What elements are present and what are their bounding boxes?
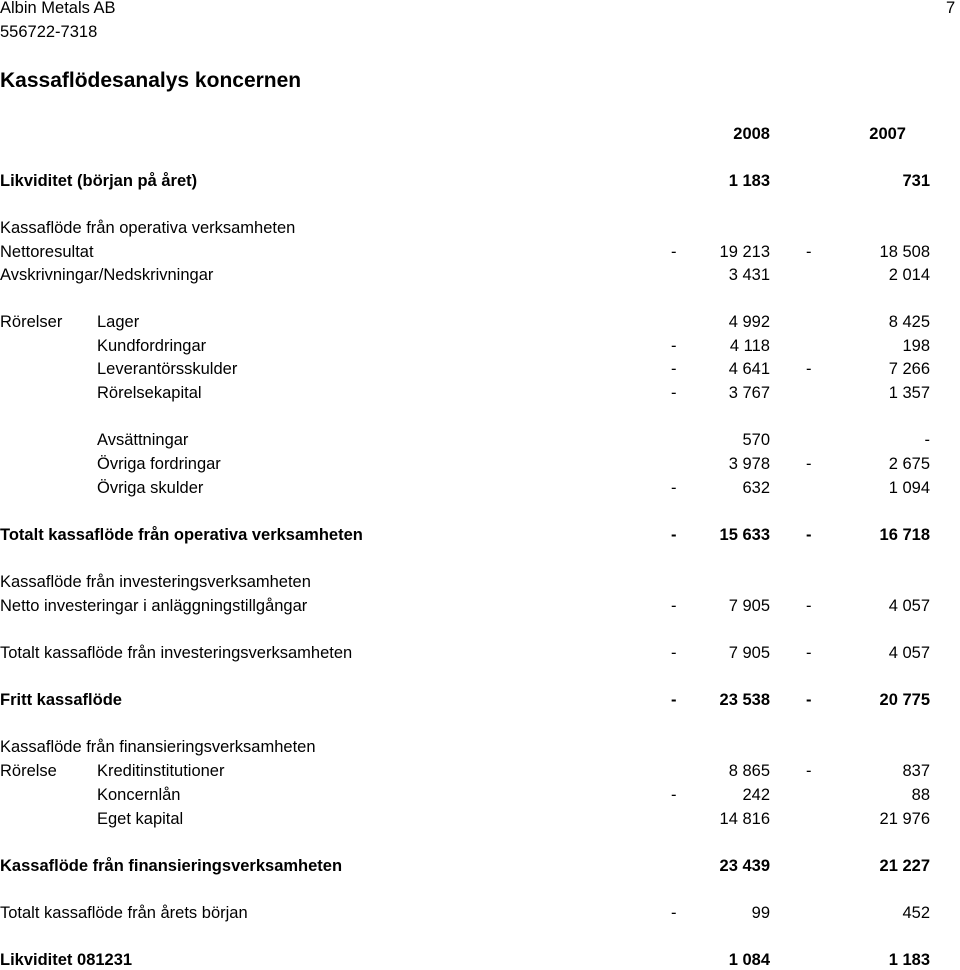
value-2007: 18 508 xyxy=(879,243,930,261)
sign-2008: - xyxy=(671,786,677,804)
value-2007: 88 xyxy=(911,786,930,804)
row-label: Fritt kassaflöde xyxy=(0,691,122,709)
value-2008: 3 978 xyxy=(728,455,770,473)
value-2008: 242 xyxy=(742,786,770,804)
value-2008: 1 183 xyxy=(728,172,770,190)
sign-2008: - xyxy=(671,526,677,544)
row-label: Likviditet 081231 xyxy=(0,951,133,969)
sign-2007: - xyxy=(806,644,812,662)
row-label: Rörelsekapital xyxy=(97,384,202,402)
value-2008: 3 767 xyxy=(728,384,770,402)
value-2008: 23 538 xyxy=(719,691,770,709)
value-2008: 4 992 xyxy=(728,313,770,331)
value-2007: 7 266 xyxy=(888,360,930,378)
sign-2007: - xyxy=(806,243,812,261)
value-2008: 99 xyxy=(751,904,770,922)
sign-2008: - xyxy=(671,384,677,402)
value-2008: 8 865 xyxy=(728,762,770,780)
value-2008: 4 641 xyxy=(728,360,770,378)
value-2008: 14 816 xyxy=(719,810,770,828)
row-label: Koncernlån xyxy=(97,786,181,804)
row-label: Totalt kassaflöde från årets början xyxy=(0,904,248,922)
value-2007: 2 014 xyxy=(888,266,930,284)
row-label: Eget kapital xyxy=(97,810,184,828)
row-label: Kassaflöde från investeringsverksamheten xyxy=(0,573,311,591)
row-label: Totalt kassaflöde från operativa verksamheten xyxy=(0,526,363,544)
value-2007: 731 xyxy=(902,172,930,190)
company-name: Albin Metals AB xyxy=(0,0,116,17)
row-group-label: Rörelser xyxy=(0,313,63,331)
row-label: Nettoresultat xyxy=(0,243,94,261)
row-label: Totalt kassaflöde från investeringsverksamheten xyxy=(0,644,353,662)
value-2008: 3 431 xyxy=(728,266,770,284)
value-2007: 2 675 xyxy=(888,455,930,473)
page-title: Kassaflödesanalys koncernen xyxy=(0,69,302,92)
value-2008: 632 xyxy=(742,479,770,497)
row-label: Lager xyxy=(97,313,140,331)
sign-2007: - xyxy=(806,360,812,378)
sign-2008: - xyxy=(671,691,677,709)
value-2008: 4 118 xyxy=(729,337,770,355)
sign-2008: - xyxy=(671,644,677,662)
value-2007: 1 183 xyxy=(888,951,930,969)
value-2007: 1 094 xyxy=(888,479,930,497)
value-2008: 19 213 xyxy=(719,243,770,261)
value-2007: 20 775 xyxy=(879,691,930,709)
row-label: Kreditinstitutioner xyxy=(97,762,225,780)
page-number: 7 xyxy=(946,0,956,17)
value-2007: 4 057 xyxy=(888,597,930,615)
sign-2008: - xyxy=(671,904,677,922)
value-2008: 1 084 xyxy=(728,951,770,969)
sign-2007: - xyxy=(806,762,812,780)
row-label: Övriga fordringar xyxy=(97,455,221,473)
row-label: Kassaflöde från finansieringsverksamheten xyxy=(0,857,343,875)
row-label: Övriga skulder xyxy=(97,479,204,497)
value-2007: 198 xyxy=(902,337,930,355)
value-2007: 4 057 xyxy=(888,644,930,662)
value-2008: 7 905 xyxy=(728,644,770,662)
row-label: Kundfordringar xyxy=(97,337,207,355)
sign-2007: - xyxy=(806,526,812,544)
value-2007: 21 976 xyxy=(879,810,930,828)
sign-2007: - xyxy=(806,455,812,473)
sign-2008: - xyxy=(671,597,677,615)
value-2007: 1 357 xyxy=(888,384,930,402)
year-2008: 2008 xyxy=(733,125,770,143)
sign-2007: - xyxy=(806,691,812,709)
row-label: Netto investeringar i anläggningstillgångar xyxy=(0,597,308,615)
value-2008: 570 xyxy=(742,431,770,449)
row-label: Avsättningar xyxy=(97,431,189,449)
row-label: Kassaflöde från finansieringsverksamheten xyxy=(0,738,316,756)
value-2008: 15 633 xyxy=(719,526,770,544)
row-label: Likviditet (början på året) xyxy=(0,172,198,190)
value-2008: 23 439 xyxy=(719,857,770,875)
row-label: Avskrivningar/Nedskrivningar xyxy=(0,266,214,284)
value-2008: 7 905 xyxy=(728,597,770,615)
sign-2008: - xyxy=(671,360,677,378)
value-2007: 21 227 xyxy=(879,857,930,875)
sign-2008: - xyxy=(671,337,677,355)
value-2007: 8 425 xyxy=(888,313,930,331)
value-2007: 837 xyxy=(902,762,930,780)
value-2007: 16 718 xyxy=(879,526,930,544)
row-label: Leverantörsskulder xyxy=(97,360,238,378)
sign-2008: - xyxy=(671,243,677,261)
org-number: 556722-7318 xyxy=(0,23,98,41)
sign-2008: - xyxy=(671,479,677,497)
row-label: Kassaflöde från operativa verksamheten xyxy=(0,219,296,237)
value-2007: - xyxy=(924,431,930,449)
value-2007: 452 xyxy=(902,904,930,922)
year-2007: 2007 xyxy=(869,125,906,143)
row-group-label: Rörelse xyxy=(0,762,57,780)
sign-2007: - xyxy=(806,597,812,615)
